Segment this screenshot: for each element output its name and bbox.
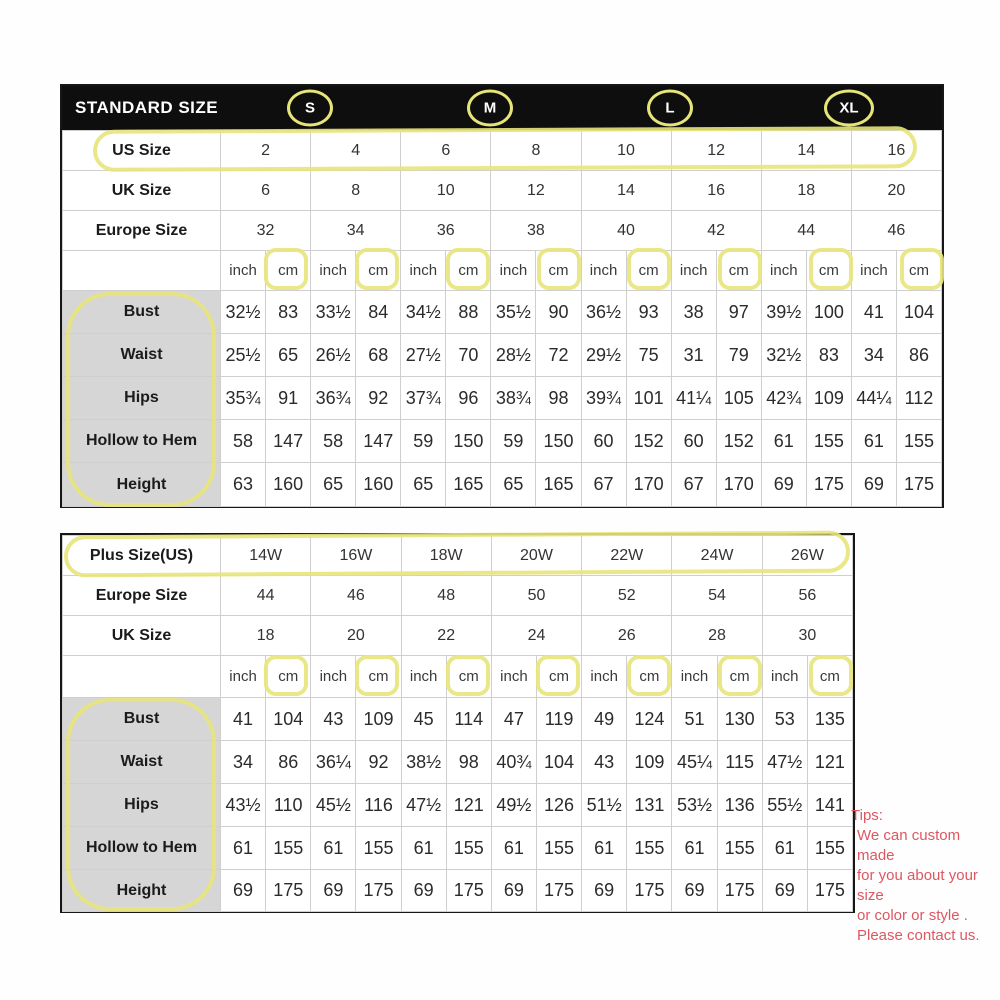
measurement-value-cell: 100 bbox=[806, 291, 851, 334]
measurement-value-cell: 38¾ bbox=[491, 377, 536, 420]
size-row bbox=[63, 576, 853, 616]
measurement-value-cell: 55½ bbox=[762, 784, 807, 827]
measurement-value-cell: 33½ bbox=[311, 291, 356, 334]
measurement-value-cell: 170 bbox=[716, 463, 761, 507]
row-label: UK Size bbox=[63, 616, 221, 656]
measurement-value-cell: 41 bbox=[221, 698, 266, 741]
measurement-value-cell: 104 bbox=[896, 291, 941, 334]
measurement-value-cell: 68 bbox=[356, 334, 401, 377]
inch-unit-cell: inch bbox=[401, 251, 446, 291]
measurement-value-cell: 109 bbox=[806, 377, 851, 420]
measurement-value-cell: 65 bbox=[401, 463, 446, 507]
size-value-cell: 8 bbox=[491, 131, 581, 171]
size-row bbox=[63, 536, 853, 576]
measurement-value-cell: 109 bbox=[356, 698, 401, 741]
measurement-label: Hollow to Hem bbox=[63, 420, 221, 463]
measurement-value-cell: 65 bbox=[266, 334, 311, 377]
size-value-cell: 36 bbox=[401, 211, 491, 251]
standard-size-title: STANDARD SIZE bbox=[75, 98, 219, 117]
measurement-value-cell: 98 bbox=[536, 377, 581, 420]
size-value-cell: 42 bbox=[671, 211, 761, 251]
measurement-value-cell: 61 bbox=[672, 827, 717, 870]
measurement-value-cell: 51½ bbox=[582, 784, 627, 827]
size-value-cell: 4 bbox=[311, 131, 401, 171]
cm-unit-cell: cm bbox=[536, 251, 581, 291]
measurement-row bbox=[63, 420, 942, 463]
size-value-cell: 20 bbox=[311, 616, 401, 656]
size-row bbox=[63, 616, 853, 656]
measurement-label: Bust bbox=[63, 698, 221, 741]
measurement-value-cell: 60 bbox=[581, 420, 626, 463]
measurement-value-cell: 40¾ bbox=[491, 741, 536, 784]
measurement-value-cell: 47 bbox=[491, 698, 536, 741]
measurement-value-cell: 44¼ bbox=[851, 377, 896, 420]
size-value-cell: 30 bbox=[762, 616, 852, 656]
size-value-cell: 20 bbox=[851, 171, 941, 211]
measurement-value-cell: 116 bbox=[356, 784, 401, 827]
size-value-cell: 34 bbox=[311, 211, 401, 251]
size-value-cell: 16 bbox=[851, 131, 941, 171]
inch-unit-cell: inch bbox=[761, 251, 806, 291]
unit-row bbox=[63, 251, 942, 291]
cm-unit-cell: cm bbox=[716, 251, 761, 291]
size-value-cell: 16W bbox=[311, 536, 401, 576]
measurement-value-cell: 35¾ bbox=[221, 377, 266, 420]
measurement-row bbox=[63, 698, 853, 741]
row-label-empty bbox=[63, 251, 221, 291]
tips-note bbox=[851, 806, 999, 946]
inch-unit-cell: inch bbox=[671, 251, 716, 291]
size-value-cell: 22W bbox=[582, 536, 672, 576]
cm-unit-cell: cm bbox=[896, 251, 941, 291]
size-value-cell: 28 bbox=[672, 616, 762, 656]
measurement-value-cell: 105 bbox=[716, 377, 761, 420]
measurement-value-cell: 58 bbox=[221, 420, 266, 463]
measurement-value-cell: 65 bbox=[491, 463, 536, 507]
size-value-cell: 24 bbox=[491, 616, 581, 656]
cm-unit-cell: cm bbox=[627, 656, 672, 698]
measurement-value-cell: 69 bbox=[762, 870, 807, 912]
size-value-cell: 52 bbox=[582, 576, 672, 616]
row-label: Europe Size bbox=[63, 576, 221, 616]
measurement-value-cell: 38 bbox=[671, 291, 716, 334]
tips-line: We can custom made bbox=[857, 827, 961, 864]
measurement-value-cell: 86 bbox=[896, 334, 941, 377]
measurement-value-cell: 91 bbox=[266, 377, 311, 420]
measurement-value-cell: 150 bbox=[536, 420, 581, 463]
size-value-cell: 48 bbox=[401, 576, 491, 616]
size-group-badge-l: L bbox=[647, 90, 693, 127]
measurement-value-cell: 104 bbox=[536, 741, 581, 784]
inch-unit-cell: inch bbox=[401, 656, 446, 698]
measurement-label: Waist bbox=[63, 741, 221, 784]
measurement-value-cell: 155 bbox=[536, 827, 581, 870]
measurement-value-cell: 45½ bbox=[311, 784, 356, 827]
size-value-cell: 26W bbox=[762, 536, 852, 576]
measurement-value-cell: 155 bbox=[356, 827, 401, 870]
inch-unit-cell: inch bbox=[311, 251, 356, 291]
inch-unit-cell: inch bbox=[672, 656, 717, 698]
measurement-value-cell: 160 bbox=[266, 463, 311, 507]
inch-unit-cell: inch bbox=[221, 251, 266, 291]
measurement-value-cell: 53½ bbox=[672, 784, 717, 827]
size-value-cell: 16 bbox=[671, 171, 761, 211]
cm-unit-cell: cm bbox=[536, 656, 581, 698]
cm-unit-cell: cm bbox=[626, 251, 671, 291]
measurement-value-cell: 98 bbox=[446, 741, 491, 784]
size-value-cell: 44 bbox=[761, 211, 851, 251]
standard-size-grid bbox=[62, 130, 942, 507]
measurement-value-cell: 36¾ bbox=[311, 377, 356, 420]
size-value-cell: 24W bbox=[672, 536, 762, 576]
measurement-value-cell: 34½ bbox=[401, 291, 446, 334]
measurement-value-cell: 42¾ bbox=[761, 377, 806, 420]
measurement-label: Bust bbox=[63, 291, 221, 334]
size-value-cell: 32 bbox=[221, 211, 311, 251]
measurement-value-cell: 61 bbox=[401, 827, 446, 870]
measurement-value-cell: 69 bbox=[221, 870, 266, 912]
measurement-label: Hips bbox=[63, 377, 221, 420]
measurement-value-cell: 175 bbox=[896, 463, 941, 507]
measurement-value-cell: 61 bbox=[582, 827, 627, 870]
size-value-cell: 14 bbox=[581, 171, 671, 211]
measurement-value-cell: 47½ bbox=[401, 784, 446, 827]
cm-unit-cell: cm bbox=[807, 656, 852, 698]
unit-row bbox=[63, 656, 853, 698]
measurement-value-cell: 37¾ bbox=[401, 377, 446, 420]
size-value-cell: 18 bbox=[761, 171, 851, 211]
measurement-value-cell: 152 bbox=[626, 420, 671, 463]
inch-unit-cell: inch bbox=[582, 656, 627, 698]
measurement-value-cell: 51 bbox=[672, 698, 717, 741]
measurement-value-cell: 155 bbox=[806, 420, 851, 463]
size-value-cell: 44 bbox=[221, 576, 311, 616]
size-value-cell: 38 bbox=[491, 211, 581, 251]
measurement-value-cell: 155 bbox=[807, 827, 852, 870]
measurement-value-cell: 69 bbox=[851, 463, 896, 507]
measurement-value-cell: 49 bbox=[582, 698, 627, 741]
cm-unit-cell: cm bbox=[446, 251, 491, 291]
measurement-value-cell: 155 bbox=[446, 827, 491, 870]
measurement-value-cell: 175 bbox=[266, 870, 311, 912]
measurement-value-cell: 175 bbox=[807, 870, 852, 912]
size-value-cell: 22 bbox=[401, 616, 491, 656]
measurement-value-cell: 175 bbox=[356, 870, 401, 912]
measurement-value-cell: 110 bbox=[266, 784, 311, 827]
measurement-value-cell: 41 bbox=[851, 291, 896, 334]
measurement-value-cell: 67 bbox=[581, 463, 626, 507]
measurement-value-cell: 175 bbox=[536, 870, 581, 912]
measurement-value-cell: 69 bbox=[582, 870, 627, 912]
size-row bbox=[63, 171, 942, 211]
tips-line: or color or style . bbox=[857, 907, 968, 924]
measurement-row bbox=[63, 741, 853, 784]
size-value-cell: 46 bbox=[311, 576, 401, 616]
measurement-value-cell: 109 bbox=[627, 741, 672, 784]
measurement-value-cell: 59 bbox=[401, 420, 446, 463]
measurement-value-cell: 75 bbox=[626, 334, 671, 377]
measurement-value-cell: 165 bbox=[446, 463, 491, 507]
measurement-value-cell: 131 bbox=[627, 784, 672, 827]
measurement-value-cell: 155 bbox=[896, 420, 941, 463]
tips-body bbox=[857, 826, 999, 946]
measurement-value-cell: 61 bbox=[851, 420, 896, 463]
measurement-value-cell: 175 bbox=[806, 463, 851, 507]
measurement-value-cell: 60 bbox=[671, 420, 716, 463]
measurement-value-cell: 119 bbox=[536, 698, 581, 741]
measurement-value-cell: 59 bbox=[491, 420, 536, 463]
size-value-cell: 26 bbox=[582, 616, 672, 656]
measurement-value-cell: 58 bbox=[311, 420, 356, 463]
measurement-value-cell: 25½ bbox=[221, 334, 266, 377]
measurement-value-cell: 61 bbox=[491, 827, 536, 870]
measurement-value-cell: 175 bbox=[627, 870, 672, 912]
measurement-value-cell: 83 bbox=[806, 334, 851, 377]
measurement-value-cell: 101 bbox=[626, 377, 671, 420]
measurement-value-cell: 38½ bbox=[401, 741, 446, 784]
measurement-value-cell: 47½ bbox=[762, 741, 807, 784]
measurement-row bbox=[63, 377, 942, 420]
cm-unit-cell: cm bbox=[356, 251, 401, 291]
measurement-value-cell: 165 bbox=[536, 463, 581, 507]
size-value-cell: 10 bbox=[581, 131, 671, 171]
measurement-value-cell: 135 bbox=[807, 698, 852, 741]
row-label: Europe Size bbox=[63, 211, 221, 251]
size-value-cell: 56 bbox=[762, 576, 852, 616]
measurement-value-cell: 36¼ bbox=[311, 741, 356, 784]
row-label: Plus Size(US) bbox=[63, 536, 221, 576]
row-label: US Size bbox=[63, 131, 221, 171]
standard-size-header bbox=[62, 86, 942, 130]
measurement-value-cell: 155 bbox=[266, 827, 311, 870]
measurement-value-cell: 155 bbox=[717, 827, 762, 870]
size-value-cell: 10 bbox=[401, 171, 491, 211]
measurement-value-cell: 88 bbox=[446, 291, 491, 334]
measurement-value-cell: 114 bbox=[446, 698, 491, 741]
measurement-label: Height bbox=[63, 463, 221, 507]
measurement-value-cell: 92 bbox=[356, 377, 401, 420]
measurement-value-cell: 175 bbox=[446, 870, 491, 912]
measurement-label: Hips bbox=[63, 784, 221, 827]
size-value-cell: 6 bbox=[221, 171, 311, 211]
measurement-value-cell: 150 bbox=[446, 420, 491, 463]
measurement-row bbox=[63, 334, 942, 377]
size-value-cell: 20W bbox=[491, 536, 581, 576]
measurement-value-cell: 72 bbox=[536, 334, 581, 377]
measurement-value-cell: 43 bbox=[311, 698, 356, 741]
tips-heading: Tips: bbox=[851, 807, 883, 824]
inch-unit-cell: inch bbox=[311, 656, 356, 698]
size-group-badge-xl: XL bbox=[824, 90, 874, 127]
measurement-value-cell: 96 bbox=[446, 377, 491, 420]
measurement-label: Hollow to Hem bbox=[63, 827, 221, 870]
size-value-cell: 6 bbox=[401, 131, 491, 171]
inch-unit-cell: inch bbox=[762, 656, 807, 698]
measurement-row bbox=[63, 870, 853, 912]
measurement-value-cell: 147 bbox=[356, 420, 401, 463]
size-group-badge-s: S bbox=[287, 90, 333, 127]
measurement-value-cell: 45¼ bbox=[672, 741, 717, 784]
measurement-value-cell: 36½ bbox=[581, 291, 626, 334]
inch-unit-cell: inch bbox=[491, 656, 536, 698]
measurement-value-cell: 43 bbox=[582, 741, 627, 784]
cm-unit-cell: cm bbox=[266, 656, 311, 698]
measurement-value-cell: 93 bbox=[626, 291, 671, 334]
measurement-row bbox=[63, 463, 942, 507]
measurement-value-cell: 35½ bbox=[491, 291, 536, 334]
measurement-value-cell: 32½ bbox=[761, 334, 806, 377]
size-value-cell: 54 bbox=[672, 576, 762, 616]
measurement-value-cell: 61 bbox=[221, 827, 266, 870]
measurement-row bbox=[63, 784, 853, 827]
measurement-value-cell: 83 bbox=[266, 291, 311, 334]
tips-line: for you about your size bbox=[857, 867, 978, 904]
measurement-value-cell: 84 bbox=[356, 291, 401, 334]
measurement-value-cell: 26½ bbox=[311, 334, 356, 377]
measurement-value-cell: 160 bbox=[356, 463, 401, 507]
measurement-value-cell: 43½ bbox=[221, 784, 266, 827]
plus-size-grid bbox=[62, 535, 853, 912]
size-value-cell: 50 bbox=[491, 576, 581, 616]
cm-unit-cell: cm bbox=[446, 656, 491, 698]
measurement-row bbox=[63, 291, 942, 334]
measurement-value-cell: 104 bbox=[266, 698, 311, 741]
cm-unit-cell: cm bbox=[266, 251, 311, 291]
measurement-value-cell: 115 bbox=[717, 741, 762, 784]
measurement-value-cell: 34 bbox=[221, 741, 266, 784]
measurement-value-cell: 32½ bbox=[221, 291, 266, 334]
measurement-value-cell: 53 bbox=[762, 698, 807, 741]
measurement-value-cell: 28½ bbox=[491, 334, 536, 377]
measurement-value-cell: 69 bbox=[401, 870, 446, 912]
measurement-value-cell: 69 bbox=[761, 463, 806, 507]
measurement-value-cell: 39¾ bbox=[581, 377, 626, 420]
measurement-value-cell: 170 bbox=[626, 463, 671, 507]
measurement-label: Waist bbox=[63, 334, 221, 377]
cm-unit-cell: cm bbox=[806, 251, 851, 291]
measurement-value-cell: 130 bbox=[717, 698, 762, 741]
measurement-value-cell: 112 bbox=[896, 377, 941, 420]
measurement-value-cell: 70 bbox=[446, 334, 491, 377]
measurement-value-cell: 136 bbox=[717, 784, 762, 827]
size-row bbox=[63, 211, 942, 251]
cm-unit-cell: cm bbox=[717, 656, 762, 698]
measurement-value-cell: 79 bbox=[716, 334, 761, 377]
size-value-cell: 46 bbox=[851, 211, 941, 251]
measurement-label: Height bbox=[63, 870, 221, 912]
cm-unit-cell: cm bbox=[356, 656, 401, 698]
measurement-value-cell: 27½ bbox=[401, 334, 446, 377]
measurement-value-cell: 141 bbox=[807, 784, 852, 827]
measurement-value-cell: 41¼ bbox=[671, 377, 716, 420]
measurement-value-cell: 61 bbox=[762, 827, 807, 870]
measurement-value-cell: 67 bbox=[671, 463, 716, 507]
measurement-value-cell: 97 bbox=[716, 291, 761, 334]
measurement-value-cell: 69 bbox=[672, 870, 717, 912]
measurement-value-cell: 39½ bbox=[761, 291, 806, 334]
measurement-value-cell: 175 bbox=[717, 870, 762, 912]
size-group-badge-m: M bbox=[467, 90, 513, 127]
measurement-value-cell: 49½ bbox=[491, 784, 536, 827]
size-value-cell: 18W bbox=[401, 536, 491, 576]
measurement-value-cell: 155 bbox=[627, 827, 672, 870]
measurement-value-cell: 92 bbox=[356, 741, 401, 784]
measurement-value-cell: 31 bbox=[671, 334, 716, 377]
inch-unit-cell: inch bbox=[491, 251, 536, 291]
size-value-cell: 14 bbox=[761, 131, 851, 171]
measurement-value-cell: 126 bbox=[536, 784, 581, 827]
measurement-row bbox=[63, 827, 853, 870]
row-label-empty bbox=[63, 656, 221, 698]
size-row bbox=[63, 131, 942, 171]
measurement-value-cell: 34 bbox=[851, 334, 896, 377]
tips-line: Please contact us. bbox=[857, 927, 980, 944]
size-value-cell: 12 bbox=[491, 171, 581, 211]
size-value-cell: 18 bbox=[221, 616, 311, 656]
measurement-value-cell: 61 bbox=[311, 827, 356, 870]
size-value-cell: 40 bbox=[581, 211, 671, 251]
measurement-value-cell: 61 bbox=[761, 420, 806, 463]
measurement-value-cell: 86 bbox=[266, 741, 311, 784]
measurement-value-cell: 69 bbox=[311, 870, 356, 912]
size-value-cell: 8 bbox=[311, 171, 401, 211]
inch-unit-cell: inch bbox=[851, 251, 896, 291]
measurement-value-cell: 124 bbox=[627, 698, 672, 741]
measurement-value-cell: 121 bbox=[446, 784, 491, 827]
measurement-value-cell: 69 bbox=[491, 870, 536, 912]
measurement-value-cell: 152 bbox=[716, 420, 761, 463]
row-label: UK Size bbox=[63, 171, 221, 211]
standard-size-table bbox=[60, 84, 944, 508]
measurement-value-cell: 90 bbox=[536, 291, 581, 334]
size-value-cell: 14W bbox=[221, 536, 311, 576]
measurement-value-cell: 45 bbox=[401, 698, 446, 741]
measurement-value-cell: 65 bbox=[311, 463, 356, 507]
measurement-value-cell: 63 bbox=[221, 463, 266, 507]
measurement-value-cell: 29½ bbox=[581, 334, 626, 377]
plus-size-table bbox=[60, 533, 855, 913]
size-value-cell: 2 bbox=[221, 131, 311, 171]
size-value-cell: 12 bbox=[671, 131, 761, 171]
inch-unit-cell: inch bbox=[581, 251, 626, 291]
inch-unit-cell: inch bbox=[221, 656, 266, 698]
measurement-value-cell: 147 bbox=[266, 420, 311, 463]
measurement-value-cell: 121 bbox=[807, 741, 852, 784]
